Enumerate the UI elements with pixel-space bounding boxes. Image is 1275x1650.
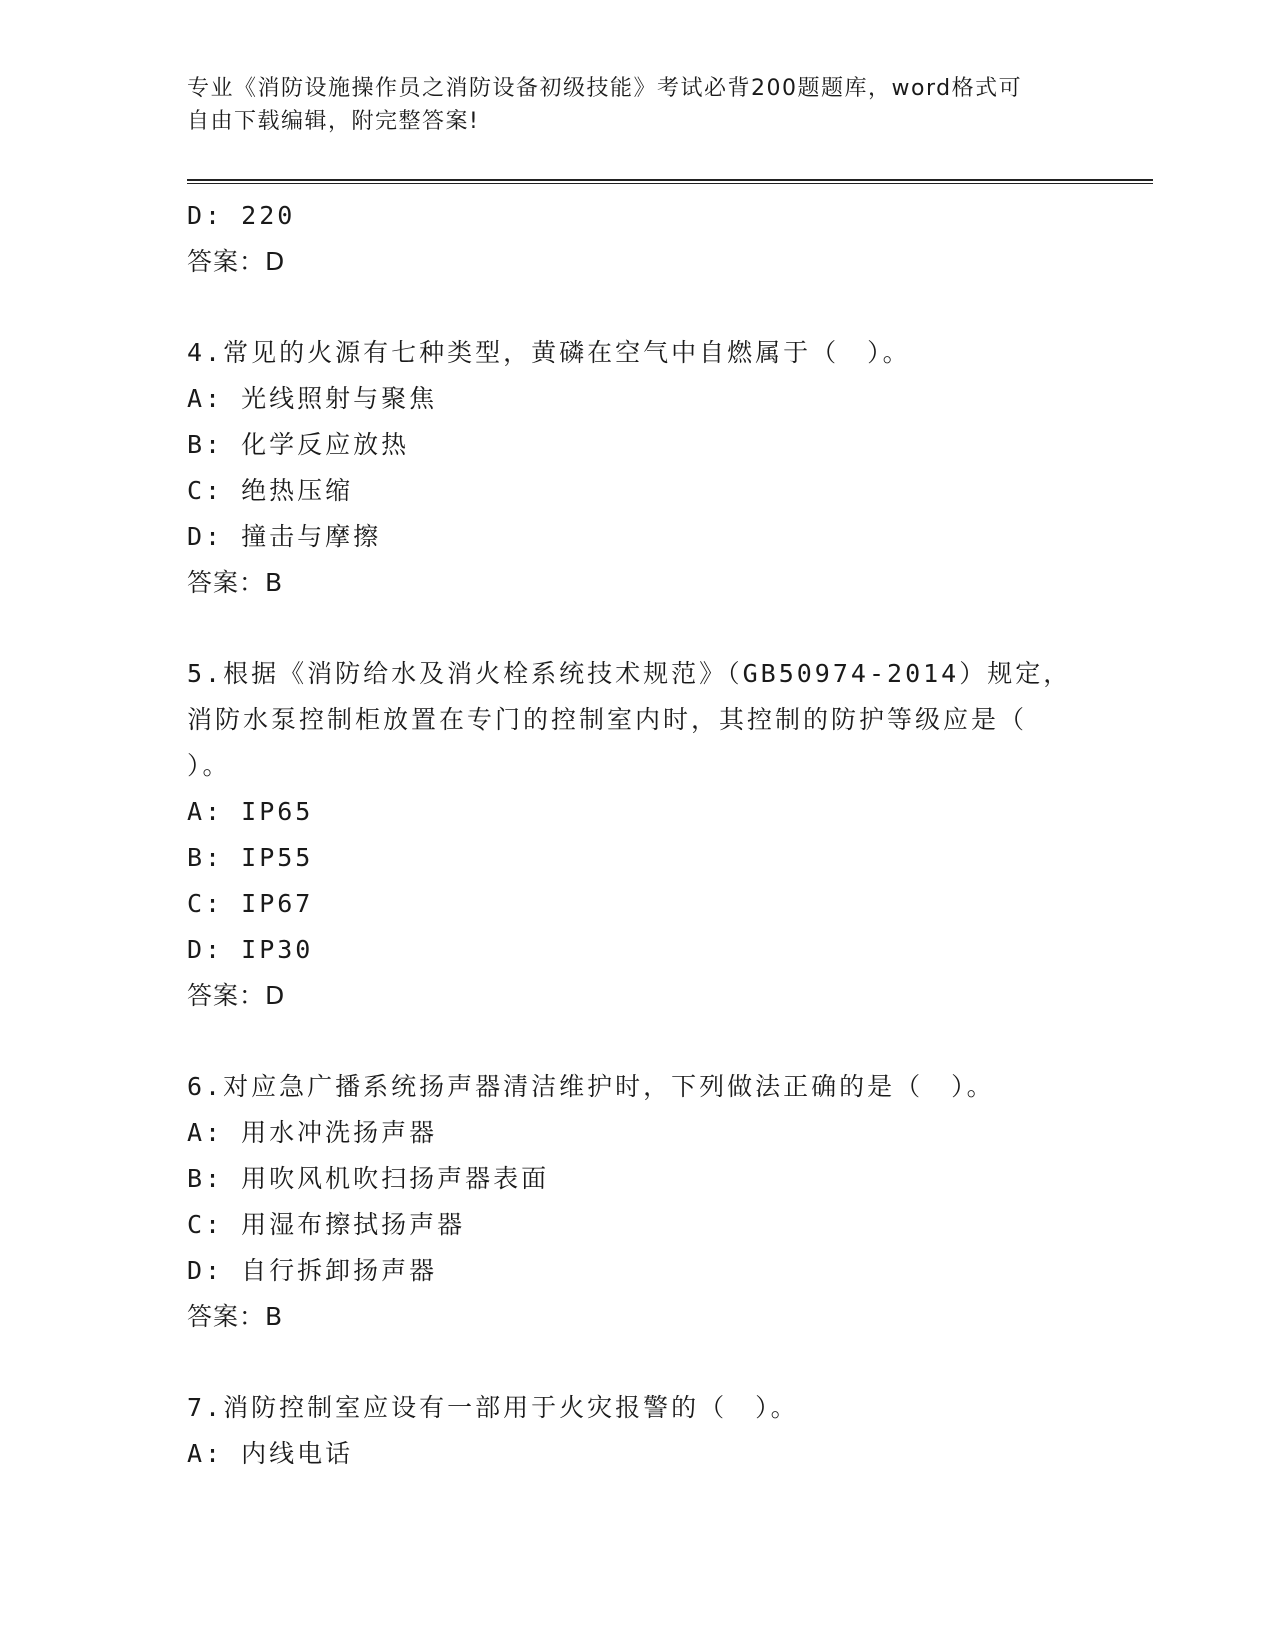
option-a: A: 用水冲洗扬声器 [187,1118,438,1147]
header-divider-thick [187,179,1153,181]
option-b: B: 化学反应放热 [187,430,410,459]
question-5 [187,651,1087,1019]
header-title-line-2: 自由下载编辑，附完整答案! [187,109,480,134]
question-text: 4.常见的火源有七种类型，黄磷在空气中自燃属于（ ）。 [187,338,911,367]
answer: 答案：B [187,568,284,597]
question-list [187,193,1087,1477]
prev-question-option-d: D: 220 [187,201,296,230]
option-d: D: IP30 [187,935,314,964]
option-a: A: 内线电话 [187,1439,354,1468]
option-c: C: IP67 [187,889,314,918]
option-a: A: IP65 [187,797,314,826]
question-text: 7.消防控制室应设有一部用于火灾报警的（ ）。 [187,1393,799,1422]
option-d: D: 撞击与摩擦 [187,522,382,551]
option-c: C: 绝热压缩 [187,476,354,505]
option-d: D: 自行拆卸扬声器 [187,1256,438,1285]
question-text-line-3: ）。 [187,751,231,780]
header-title-line-1: 专业《消防设施操作员之消防设备初级技能》考试必背200题题库，word格式可 [187,76,1023,101]
question-4 [187,330,1087,606]
option-a: A: 光线照射与聚焦 [187,384,438,413]
option-b: B: IP55 [187,843,314,872]
question-7 [187,1385,1087,1477]
question-text-line-2: 消防水泵控制柜放置在专门的控制室内时，其控制的防护等级应是（ [187,705,1028,734]
option-b: B: 用吹风机吹扫扬声器表面 [187,1164,550,1193]
question-6 [187,1064,1087,1340]
answer: 答案：B [187,1302,284,1331]
prev-question-answer: 答案：D [187,247,286,276]
question-text-line-1: 5.根据《消防给水及消火栓系统技术规范》（GB50974-2014）规定， [187,659,1072,688]
answer: 答案：D [187,981,286,1010]
question-text: 6.对应急广播系统扬声器清洁维护时，下列做法正确的是（ ）。 [187,1072,995,1101]
option-c: C: 用湿布擦拭扬声器 [187,1210,466,1239]
document-header [187,72,1067,138]
header-divider-thin [187,183,1153,184]
